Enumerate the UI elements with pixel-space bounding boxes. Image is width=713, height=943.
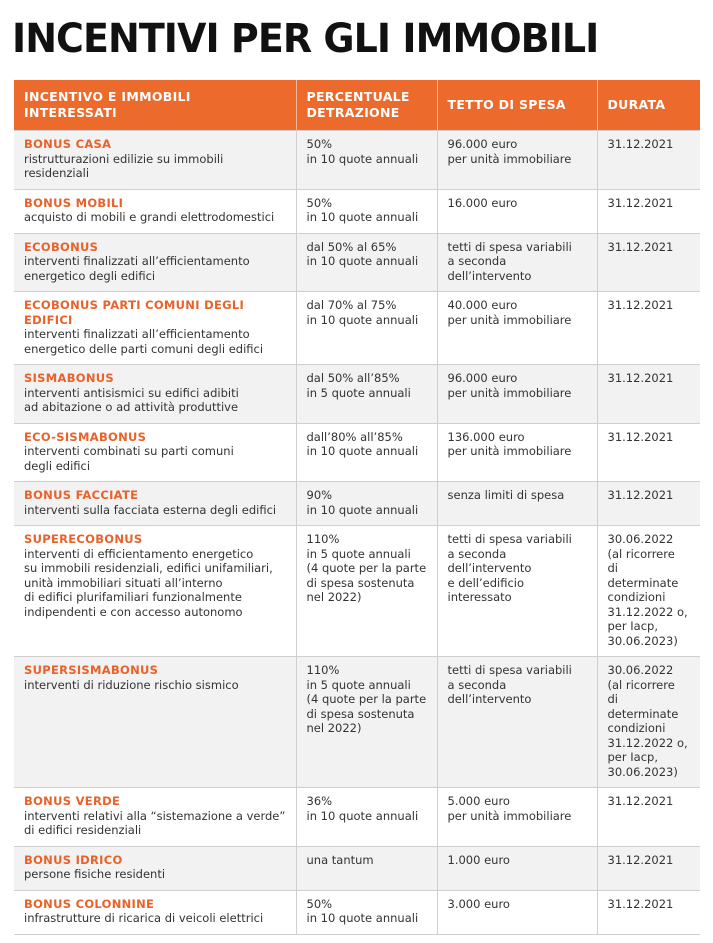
cell-percent-text: 110% in 5 quote annuali (4 quote per la parte di spesa sostenuta nel 2022) [306,663,427,735]
cell-cap [437,423,597,482]
cell-cap-text: tetti di spesa variabili a seconda dell’intervento e dell’edificio interessato [447,532,572,604]
cell-duration [597,526,700,657]
table-row [14,365,700,424]
table-header [14,80,700,131]
cell-cap [437,526,597,657]
cell-incentive [14,292,296,365]
cell-incentive [14,233,296,292]
cell-percent [296,846,437,890]
cell-incentive [14,526,296,657]
header-row [14,80,700,131]
table-row [14,788,700,847]
header-percent: PERCENTUALE DETRAZIONE [296,80,437,131]
cell-cap-text: 96.000 euro per unità immobiliare [447,371,572,400]
cell-percent [296,890,437,934]
cell-duration [597,131,700,190]
cell-duration [597,292,700,365]
cell-cap-text: 1.000 euro [447,852,510,867]
incentive-description: interventi di efficientamento energetico su immobili residenziali, edifici unifamiliari, unità immobiliari situati all’interno di edifici plurifamiliari funzionalmente indipendenti e con accesso autonomo [24,546,273,619]
incentive-description: infrastrutture di ricarica di veicoli elettrici [24,911,264,925]
cell-duration-text: 31.12.2021 [607,794,674,808]
incentive-description: interventi combinati su parti comuni degli edifici [24,444,234,473]
incentive-name: SUPERECOBONUS [24,532,143,546]
cell-cap [437,233,597,292]
incentive-name: SUPERSISMABONUS [24,663,159,677]
header-cap: TETTO DI SPESA [437,80,597,131]
incentive-description: interventi finalizzati all’efficientamento energetico degli edifici [24,254,250,283]
cell-duration-text: 31.12.2021 [607,852,674,867]
cell-percent-text: dal 50% al 65% in 10 quote annuali [306,239,419,268]
incentive-name: BONUS CASA [24,137,112,151]
cell-duration-text: 31.12.2021 [607,371,674,385]
table-row [14,131,700,190]
incentive-description: interventi antisismici su edifici adibiti ad abitazione o ad attività produttive [24,385,239,414]
cell-incentive [14,423,296,482]
cell-incentive [14,131,296,190]
cell-percent-text: 110% in 5 quote annuali (4 quote per la parte di spesa sostenuta nel 2022) [306,532,427,604]
cell-percent-text: una tantum [306,852,374,867]
cell-incentive [14,890,296,934]
cell-duration-text: 30.06.2022 (al ricorrere di determinate condizioni 31.12.2022 o, per Iacp, 30.06.2023) [607,663,688,779]
cell-duration [597,890,700,934]
cell-duration [597,657,700,788]
cell-duration-text: 31.12.2021 [607,429,674,444]
cell-cap-text: tetti di spesa variabili a seconda dell’intervento [447,663,572,706]
cell-duration [597,482,700,526]
cell-cap-text: 40.000 euro per unità immobiliare [447,298,572,327]
cell-duration-text: 30.06.2022 (al ricorrere di determinate condizioni 31.12.2022 o, per Iacp, 30.06.2023) [607,532,688,648]
cell-percent-text: dal 70% al 75% in 10 quote annuali [306,298,419,327]
cell-duration [597,788,700,847]
cell-percent-text: 36% in 10 quote annuali [306,794,419,823]
cell-incentive [14,482,296,526]
cell-duration [597,846,700,890]
incentive-name: ECO-SISMABONUS [24,429,147,444]
cell-cap-text: 5.000 euro per unità immobiliare [447,794,572,823]
cell-duration [597,423,700,482]
header-incentive: INCENTIVO E IMMOBILI INTERESSATI [14,80,296,131]
cell-duration-text: 31.12.2021 [607,488,674,502]
cell-percent [296,131,437,190]
cell-percent-text: dall’80% all’85% in 10 quote annuali [306,429,419,458]
incentive-name: BONUS MOBILI [24,195,124,210]
incentive-name: SISMABONUS [24,371,114,385]
incentive-description: interventi di riduzione rischio sismico [24,677,239,692]
cell-incentive [14,189,296,233]
cell-duration [597,189,700,233]
table-row [14,890,700,934]
table-row [14,657,700,788]
cell-duration-text: 31.12.2021 [607,195,674,210]
cell-cap-text: 96.000 euro per unità immobiliare [447,137,572,166]
cell-duration-text: 31.12.2021 [607,298,674,312]
incentive-description: interventi relativi alla “sistemazione a verde” di edifici residenziali [24,808,286,837]
header-duration: DURATA [597,80,700,131]
cell-incentive [14,846,296,890]
cell-cap [437,657,597,788]
cell-cap [437,788,597,847]
cell-percent [296,365,437,424]
cell-cap [437,365,597,424]
page-title: INCENTIVI PER GLI IMMOBILI [12,16,599,62]
cell-percent [296,292,437,365]
incentive-description: interventi sulla facciata esterna degli edifici [24,502,277,517]
cell-incentive [14,365,296,424]
cell-cap-text: 136.000 euro per unità immobiliare [447,429,572,458]
table-row [14,482,700,526]
cell-percent-text: 50% in 10 quote annuali [306,195,419,224]
table-row [14,423,700,482]
cell-percent [296,526,437,657]
cell-percent [296,788,437,847]
cell-cap-text: tetti di spesa variabili a seconda dell’intervento [447,239,572,283]
incentive-name: BONUS COLONNINE [24,896,155,911]
incentive-name: BONUS VERDE [24,794,121,808]
incentive-description: persone fisiche residenti [24,867,166,881]
cell-cap [437,131,597,190]
cell-cap-text: 16.000 euro [447,195,518,210]
incentive-name: ECOBONUS [24,239,99,254]
cell-percent [296,657,437,788]
table-row [14,846,700,890]
cell-cap-text: senza limiti di spesa [447,488,565,502]
incentive-description: acquisto di mobili e grandi elettrodomestici [24,210,275,224]
table-row [14,233,700,292]
cell-incentive [14,788,296,847]
cell-duration [597,233,700,292]
cell-percent [296,423,437,482]
cell-cap [437,890,597,934]
cell-cap [437,846,597,890]
cell-duration-text: 31.12.2021 [607,239,674,254]
cell-percent-text: 90% in 10 quote annuali [306,488,419,517]
table-row [14,292,700,365]
cell-duration [597,365,700,424]
incentive-name: ECOBONUS PARTI COMUNI DEGLI EDIFICI [24,298,245,327]
incentives-table [14,80,700,935]
incentive-name: BONUS FACCIATE [24,488,139,502]
cell-percent [296,189,437,233]
cell-cap [437,482,597,526]
incentive-description: ristrutturazioni edilizie su immobili residenziali [24,151,224,180]
incentive-description: interventi finalizzati all’efficientamento energetico delle parti comuni degli edifici [24,327,264,356]
cell-incentive [14,657,296,788]
cell-percent-text: 50% in 10 quote annuali [306,137,419,166]
cell-percent-text: 50% in 10 quote annuali [306,896,419,925]
cell-duration-text: 31.12.2021 [607,137,674,151]
cell-percent [296,233,437,292]
incentive-name: BONUS IDRICO [24,852,123,867]
cell-duration-text: 31.12.2021 [607,896,674,911]
cell-cap-text: 3.000 euro [447,896,510,911]
table-row [14,189,700,233]
table-body [14,131,700,935]
cell-cap [437,292,597,365]
cell-percent [296,482,437,526]
table-row [14,526,700,657]
cell-percent-text: dal 50% all’85% in 5 quote annuali [306,371,411,400]
cell-cap [437,189,597,233]
